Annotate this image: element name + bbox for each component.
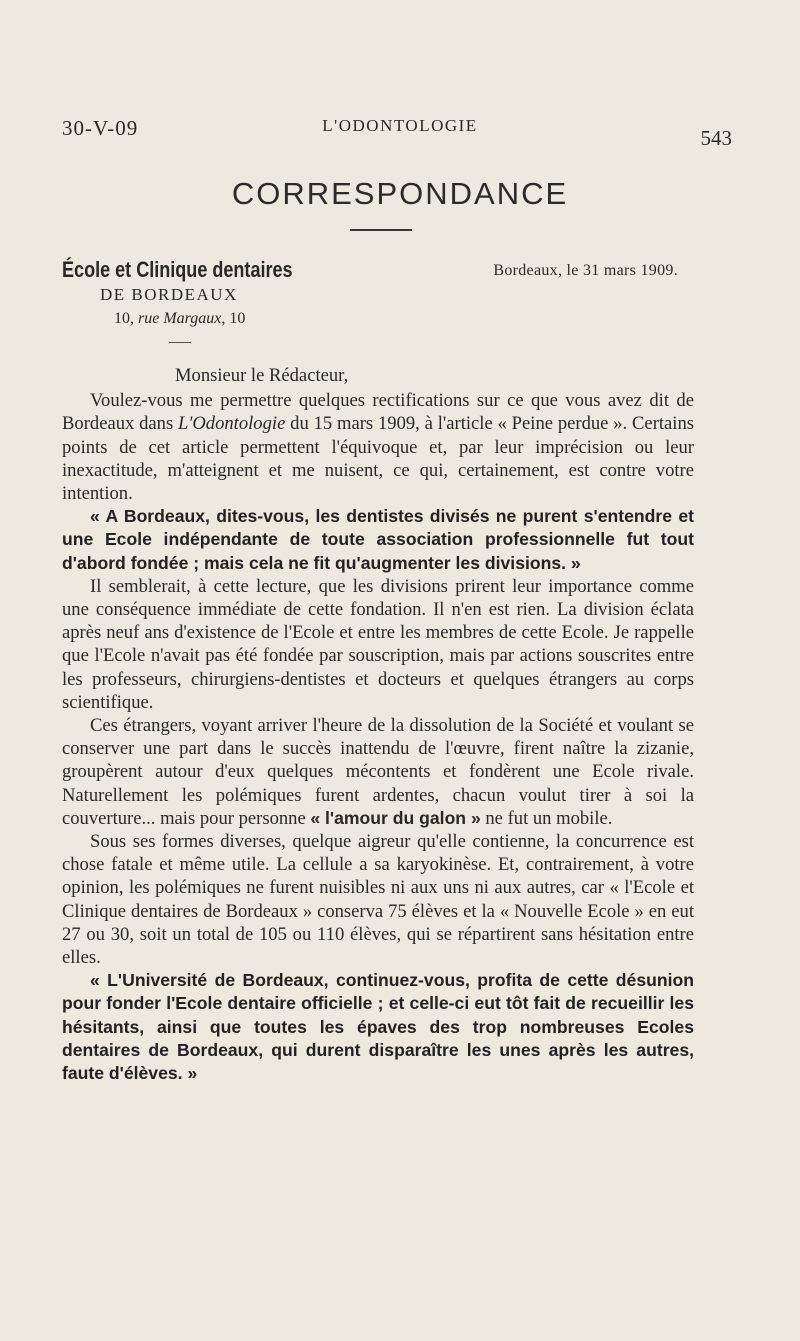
paragraph-4: Sous ses formes diverses, quelque aigreur qu'elle contienne, la concurrence est chose fatale et même utile. La cellule a sa karyokinèse. Et, contrairement, à votre opinion, les polémiques ne furent nuisibles ni aux uns ni aux autres, car « l'Ecole et Clinique dentaires de Bordeaux » conserva 75 élèves et la « Nouvelle Ecole » en eut 27 ou 30, soit un total de 105 ou 110 élèves, qui se répartirent sans hésitation entre elles. — [62, 831, 694, 969]
journal-reference: L'Odontologie — [178, 413, 286, 435]
paragraph-1 — [62, 389, 694, 505]
letterhead — [62, 256, 362, 343]
running-head — [62, 116, 738, 150]
issue-date: 30-V-09 — [62, 116, 139, 140]
address-number-repeat: 10 — [229, 310, 246, 327]
salutation: Monsieur le Rédacteur, — [175, 365, 349, 386]
letterhead-name: École et Clinique dentaires — [62, 257, 293, 282]
paragraph-1-end: du 15 mars 1909, à l'article « Peine perdue ». Certains points de cet article permettent l'équivoque et, par leur imprécision ou leur inexactitude, m'atteignent et me nuisent, ce qui, certainement, est contre votre intention. — [62, 413, 694, 505]
paragraph-3 — [62, 714, 694, 830]
address-number: 10, — [114, 310, 134, 327]
letterhead-address — [114, 306, 362, 332]
quote-2: « L'Université de Bordeaux, continuez-vous, profita de cette désunion pour fonder l'Ecole dentaire officielle ; et celle-ci eut tôt fait de recueillir les hésitants, ainsi que toutes les épaves des trop nombreuses Ecoles dentaires de Bordeaux, qui durent disparaître les unes après les autres, faute d'élèves. » — [62, 970, 694, 1084]
quote-1: « A Bordeaux, dites-vous, les dentistes divisés ne purent s'entendre et une Ecole indépendante de toute association professionnelle fut tout d'abord fondée ; mais cela ne fit qu'augmenter les divisions. » — [62, 506, 694, 573]
letterhead-city: DE BORDEAUX — [100, 285, 238, 304]
journal-name: L'ODONTOLOGIE — [322, 116, 478, 135]
letterhead-divider — [169, 342, 191, 343]
address-street: rue Margaux, — [138, 310, 226, 327]
paragraph-3-start: Ces étrangers, voyant arriver l'heure de la dissolution de la Société et voulant se conserver une part dans le succès inattendu de l'œuvre, firent naître la zizanie, groupèrent autour d'eux quelques mécontents et fondèrent une Ecole rivale. Naturellement les polémiques furent ardentes, chacun voulut tirer à soi la couverture... mais pour personne — [62, 715, 694, 829]
dateline: Bordeaux, le 31 mars 1909. — [493, 262, 678, 279]
page-title: CORRESPONDANCE — [231, 176, 569, 211]
paragraph-3-end: ne fut un mobile. — [480, 807, 613, 829]
title-divider — [350, 229, 412, 231]
letter-body — [62, 364, 694, 1085]
paragraph-1-start: Voulez-vous me permettre quelques rectifications sur ce que vous avez dit de Bordeaux dans — [62, 390, 694, 435]
paragraph-2: Il semblerait, à cette lecture, que les divisions prirent leur importance comme une conséquence immédiate de cette fondation. Il n'en est rien. La division éclata après neuf ans d'existence de l'Ecole et entre les membres de cette Ecole. Je rappelle que l'Ecole n'avait pas été fondée par souscription, mais par actions souscrites entre les professeurs, chirurgiens-dentistes et docteurs et quelques étrangers au corps scientifique. — [62, 575, 694, 713]
quoted-phrase: « l'amour du galon » — [310, 807, 481, 828]
page-number: 543 — [700, 126, 732, 150]
